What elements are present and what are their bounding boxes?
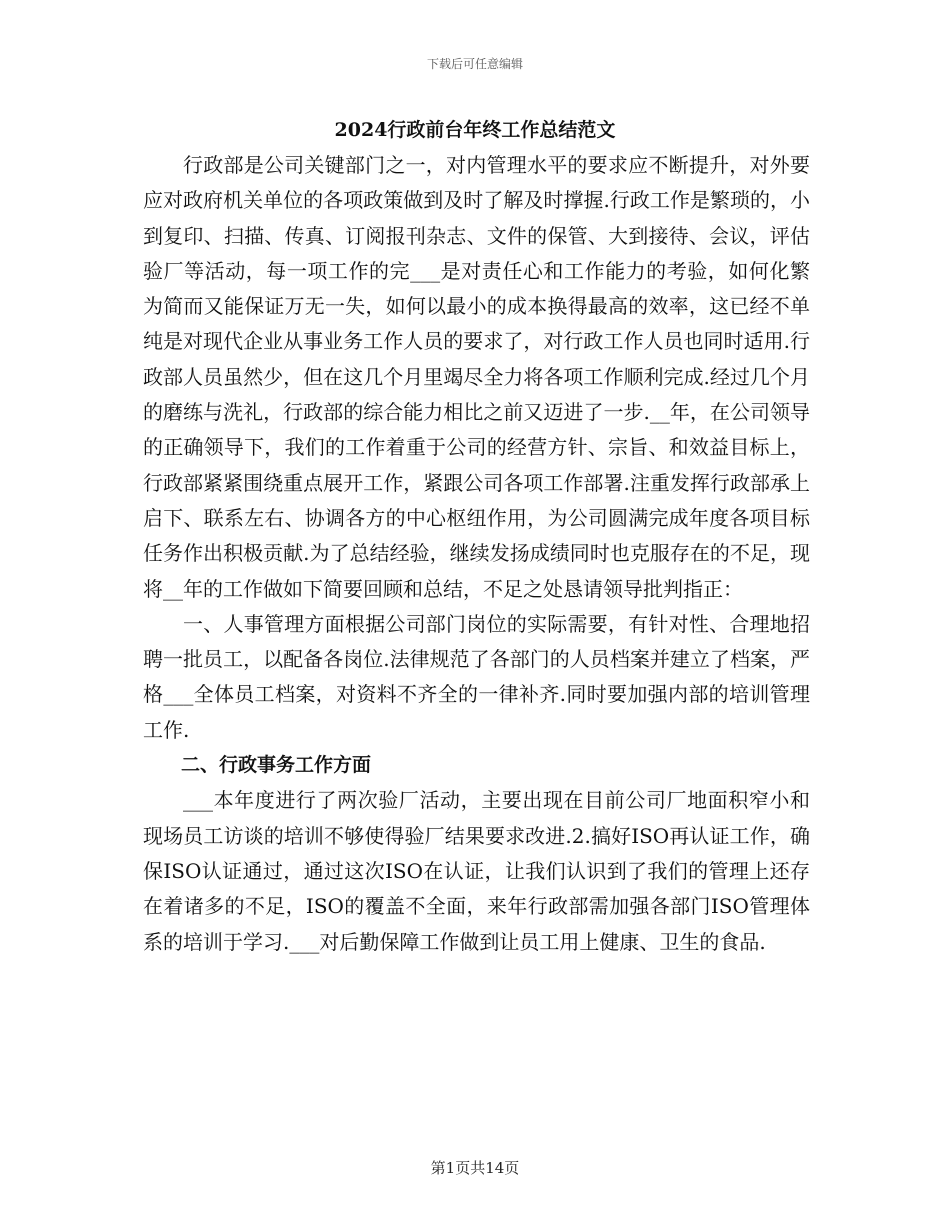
header-note: 下载后可任意编辑	[426, 57, 523, 71]
admin-affairs-paragraph: ___本年度进行了两次验厂活动，主要出现在目前公司厂地面积窄小和现场员工访谈的培训不够使得验厂结果要求改进.2.搞好ISO再认证工作，确保ISO认证通过，通过这次ISO在认证，让我们认识到了我们的管理上还存在着诸多的不足，ISO的覆盖不全面，来年行政部需加强各部门ISO管理体系的培训于学习.___对后勤保障工作做到让员工用上健康、卫生的食品.	[143, 788, 810, 954]
intro-paragraph: 行政部是公司关键部门之一，对内管理水平的要求应不断提升，对外要应对政府机关单位的各项政策做到及时了解及时撑握.行政工作是繁琐的，小到复印、扫描、传真、订阅报刊杂志、文件的保管、大到接待、会议，评估验厂等活动，每一项工作的完___是对责任心和工作能力的考验，如何化繁为简而又能保证万无一失，如何以最小的成本换得最高的效率，这已经不单纯是对现代企业从事业务工作人员的要求了，对行政工作人员也同时适用.行政部人员虽然少，但在这几个月里竭尽全力将各项工作顺利完成.经过几个月的磨练与洗礼，行政部的综合能力相比之前又迈进了一步.__年，在公司领导的正确领导下，我们的工作着重于公司的经营方针、宗旨、和效益目标上，行政部紧紧围绕重点展开工作，紧跟公司各项工作部署.注重发挥行政部承上启下、联系左右、协调各方的中心枢纽作用，为公司圆满完成年度各项目标任务作出积极贡献.为了总结经验，继续发扬成绩同时也克服存在的不足，现将__年的工作做如下简要回顾和总结，不足之处恳请领导批判指正：	[143, 153, 810, 601]
personnel-paragraph: 一、人事管理方面根据公司部门岗位的实际需要，有针对性、合理地招聘一批员工，以配备各岗位.法律规范了各部门的人员档案并建立了档案，严格___全体员工档案，对资料不齐全的一律补齐.同时要加强内部的培训管理工作.	[143, 611, 810, 742]
section-heading: 二、行政事务工作方面	[181, 754, 372, 777]
document-body	[143, 148, 810, 960]
page-number-footer: 第1页共14页	[430, 1159, 520, 1177]
document-title: 2024行政前台年终工作总结范文	[334, 119, 616, 141]
